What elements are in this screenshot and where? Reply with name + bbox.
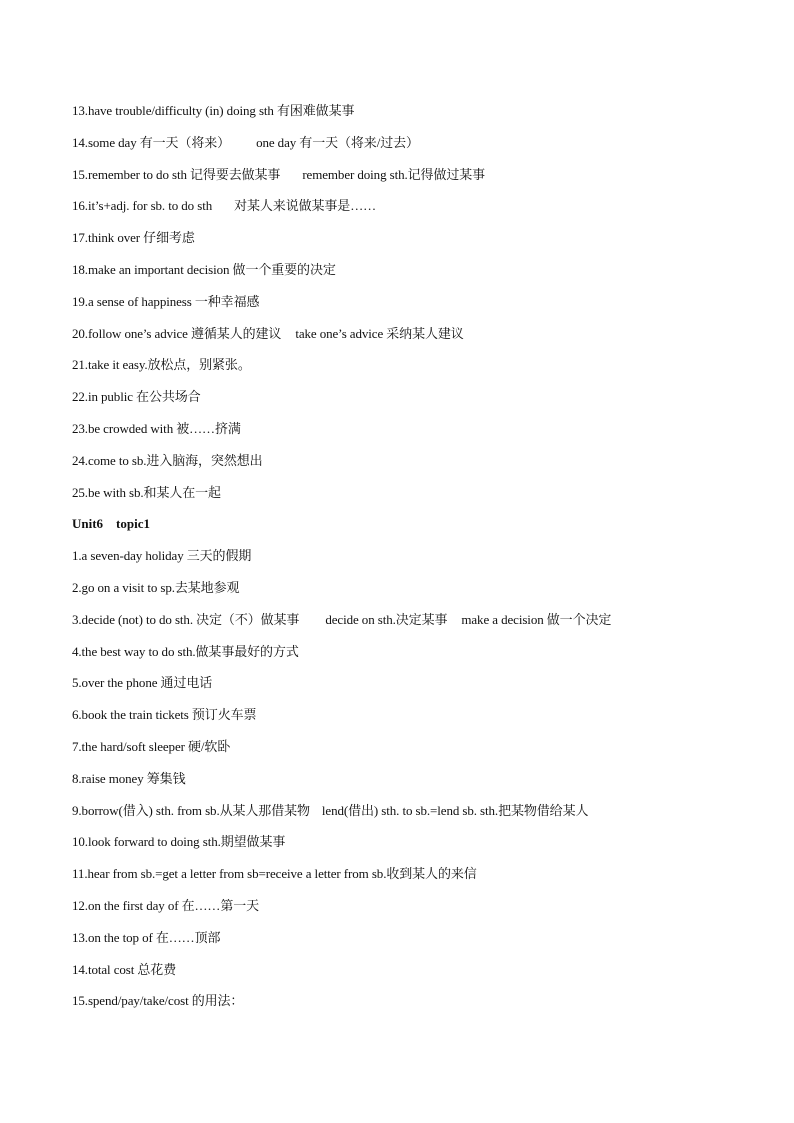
- phrase-text: 4.the best way to do sth.做某事最好的方式: [72, 643, 299, 659]
- phrase-text: 24.come to sb.进入脑海，突然想出: [72, 452, 263, 468]
- phrase-line-u12: [72, 895, 752, 927]
- phrase-text: 3.decide (not) to do sth. 决定（不）做某事: [72, 611, 300, 627]
- phrase-text: 12.on the first day of 在……第一天: [72, 897, 260, 913]
- phrase-line-17: [72, 227, 752, 259]
- phrase-line-u6: [72, 704, 752, 736]
- phrase-text: 对某人来说做某事是……: [234, 198, 377, 214]
- phrase-line-24: [72, 450, 752, 482]
- phrase-text: 25.be with sb.和某人在一起: [72, 484, 221, 500]
- phrase-list-previous: [72, 100, 752, 513]
- phrase-line-21: [72, 354, 752, 386]
- phrase-line-22: [72, 386, 752, 418]
- phrase-text: decide on sth.决定某事: [325, 611, 448, 627]
- phrase-line-u5: [72, 672, 752, 704]
- phrase-line-u11: [72, 863, 752, 895]
- phrase-line-16: [72, 195, 752, 227]
- phrase-text: 10.look forward to doing sth.期望做某事: [72, 834, 286, 850]
- phrase-line-u3: [72, 609, 752, 641]
- phrase-line-20: [72, 323, 752, 355]
- phrase-text: 8.raise money 筹集钱: [72, 770, 186, 786]
- phrase-line-u8: [72, 768, 752, 800]
- phrase-text: 13.have trouble/difficulty (in) doing sth 有困难做某事: [72, 103, 355, 118]
- phrase-line-19: [72, 291, 752, 323]
- phrase-line-u7: [72, 736, 752, 768]
- phrase-text: 22.in public 在公共场合: [72, 389, 201, 405]
- phrase-text: 9.borrow(借入) sth. from sb.从某人那借某物: [72, 802, 310, 818]
- phrase-line-15: [72, 164, 752, 196]
- phrase-text: 17.think over 仔细考虑: [72, 230, 195, 246]
- phrase-text: lend(借出) sth. to sb.=lend sb. sth.把某物借给某人: [321, 802, 589, 818]
- phrase-line-25: [72, 482, 752, 514]
- phrase-text: 13.on the top of 在……顶部: [72, 929, 221, 945]
- phrase-line-23: [72, 418, 752, 450]
- phrase-text: 5.over the phone 通过电话: [72, 675, 213, 691]
- phrase-text: 14.total cost 总花费: [72, 961, 177, 977]
- phrase-list-unit6-topic1: [72, 545, 752, 1022]
- section-heading: Unit6 topic1: [72, 516, 150, 532]
- phrase-line-13: [72, 100, 752, 132]
- phrase-text: 14.some day 有一天（将来）: [72, 134, 231, 150]
- phrase-text: 18.make an important decision 做一个重要的决定: [72, 261, 336, 277]
- document-page: [72, 100, 752, 1022]
- phrase-line-u15: [72, 990, 752, 1022]
- phrase-line-14: [72, 132, 752, 164]
- phrase-text: 6.book the train tickets 预订火车票: [72, 707, 257, 723]
- phrase-text: 19.a sense of happiness 一种幸福感: [72, 293, 260, 309]
- phrase-text: take one’s advice 采纳某人建议: [295, 325, 464, 341]
- phrase-text: 2.go on a visit to sp.去某地参观: [72, 579, 240, 595]
- phrase-text: 15.spend/pay/take/cost 的用法：: [72, 993, 244, 1009]
- phrase-text: one day 有一天（将来/过去）: [256, 134, 419, 150]
- phrase-line-u1: [72, 545, 752, 577]
- phrase-text: 11.hear from sb.=get a letter from sb=receive a letter from sb.收到某人的来信: [72, 866, 477, 882]
- phrase-text: 23.be crowded with 被……挤满: [72, 420, 241, 436]
- phrase-line-u10: [72, 831, 752, 863]
- phrase-text: make a decision 做一个决定: [461, 611, 612, 627]
- phrase-text: remember doing sth.记得做过某事: [302, 166, 486, 182]
- phrase-text: 20.follow one’s advice 遵循某人的建议: [72, 325, 282, 341]
- phrase-line-u4: [72, 641, 752, 673]
- phrase-text: 7.the hard/soft sleeper 硬/软卧: [72, 738, 231, 754]
- phrase-text: 21.take it easy.放松点，别紧张。: [72, 357, 251, 373]
- phrase-text: 16.it’s+adj. for sb. to do sth: [72, 198, 213, 214]
- phrase-text: 15.remember to do sth 记得要去做某事: [72, 166, 281, 182]
- phrase-line-u13: [72, 927, 752, 959]
- phrase-line-u9: [72, 800, 752, 832]
- phrase-line-u2: [72, 577, 752, 609]
- phrase-line-18: [72, 259, 752, 291]
- phrase-line-u14: [72, 959, 752, 991]
- phrase-text: 1.a seven-day holiday 三天的假期: [72, 548, 252, 564]
